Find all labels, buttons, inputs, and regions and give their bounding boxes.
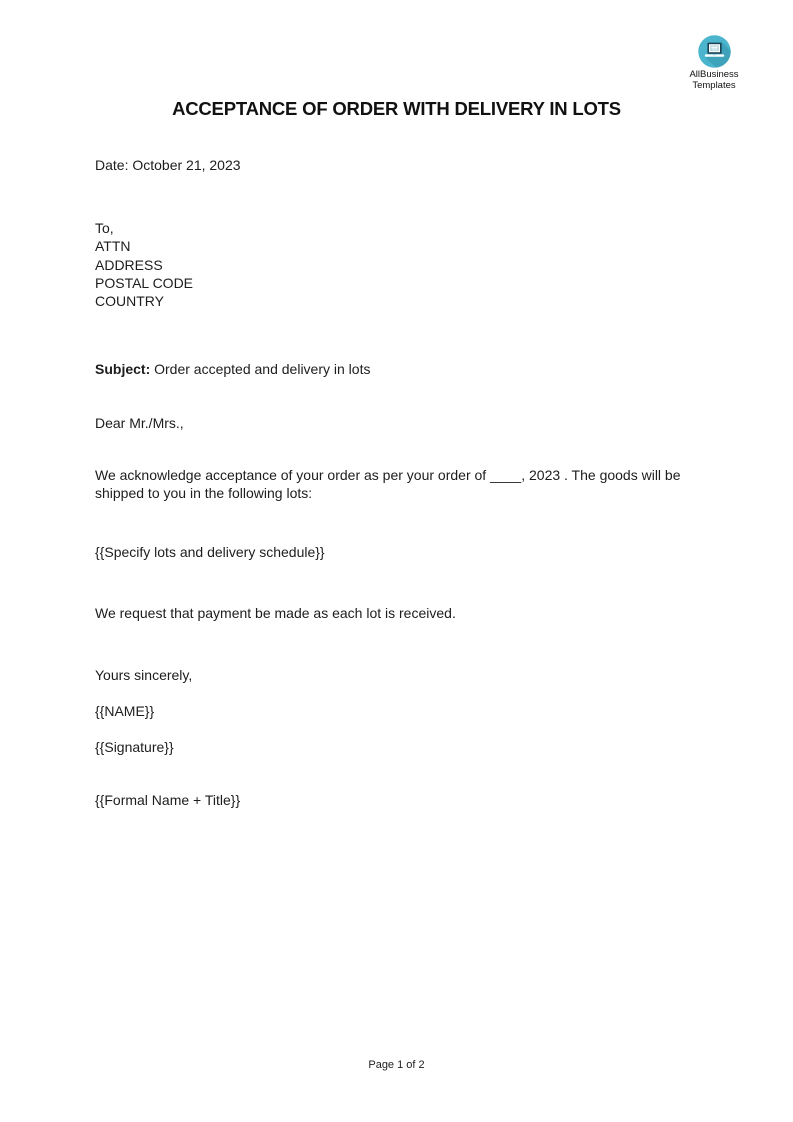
order-paragraph-line1: We acknowledge acceptance of your order as per your order of ____, 2023 . The goods will be <box>95 467 681 483</box>
formal-name-placeholder: {{Formal Name + Title}} <box>95 792 241 808</box>
subject-line <box>95 360 370 378</box>
order-paragraph <box>95 466 681 502</box>
closing-line: Yours sincerely, <box>95 667 193 683</box>
brand-logo <box>674 35 754 91</box>
recipient-line-address: ADDRESS <box>95 256 163 273</box>
signature-placeholder: {{Signature}} <box>95 739 174 755</box>
order-paragraph-line2: shipped to you in the following lots: <box>95 485 313 501</box>
page-title: ACCEPTANCE OF ORDER WITH DELIVERY IN LOTS <box>172 98 621 119</box>
brand-name-line2: Templates <box>692 80 736 91</box>
payment-request-line: We request that payment be made as each lot is received. <box>95 605 456 621</box>
laptop-icon <box>698 35 731 68</box>
recipient-block <box>95 219 193 310</box>
recipient-line-attn: ATTN <box>95 238 131 255</box>
recipient-line-to: To, <box>95 220 114 236</box>
subject-label: Subject: <box>95 361 151 377</box>
salutation: Dear Mr./Mrs., <box>95 415 184 431</box>
name-placeholder: {{NAME}} <box>95 703 155 719</box>
specify-lots-placeholder: {{Specify lots and delivery schedule}} <box>95 544 325 560</box>
page-number-indicator: Page 1 of 2 <box>368 1059 425 1071</box>
subject-text: Order accepted and delivery in lots <box>154 361 371 377</box>
recipient-line-country: COUNTRY <box>95 293 164 310</box>
date-line: Date: October 21, 2023 <box>95 157 241 173</box>
recipient-line-postal-code: POSTAL CODE <box>95 274 194 291</box>
brand-name-line1: AllBusiness <box>689 69 739 80</box>
